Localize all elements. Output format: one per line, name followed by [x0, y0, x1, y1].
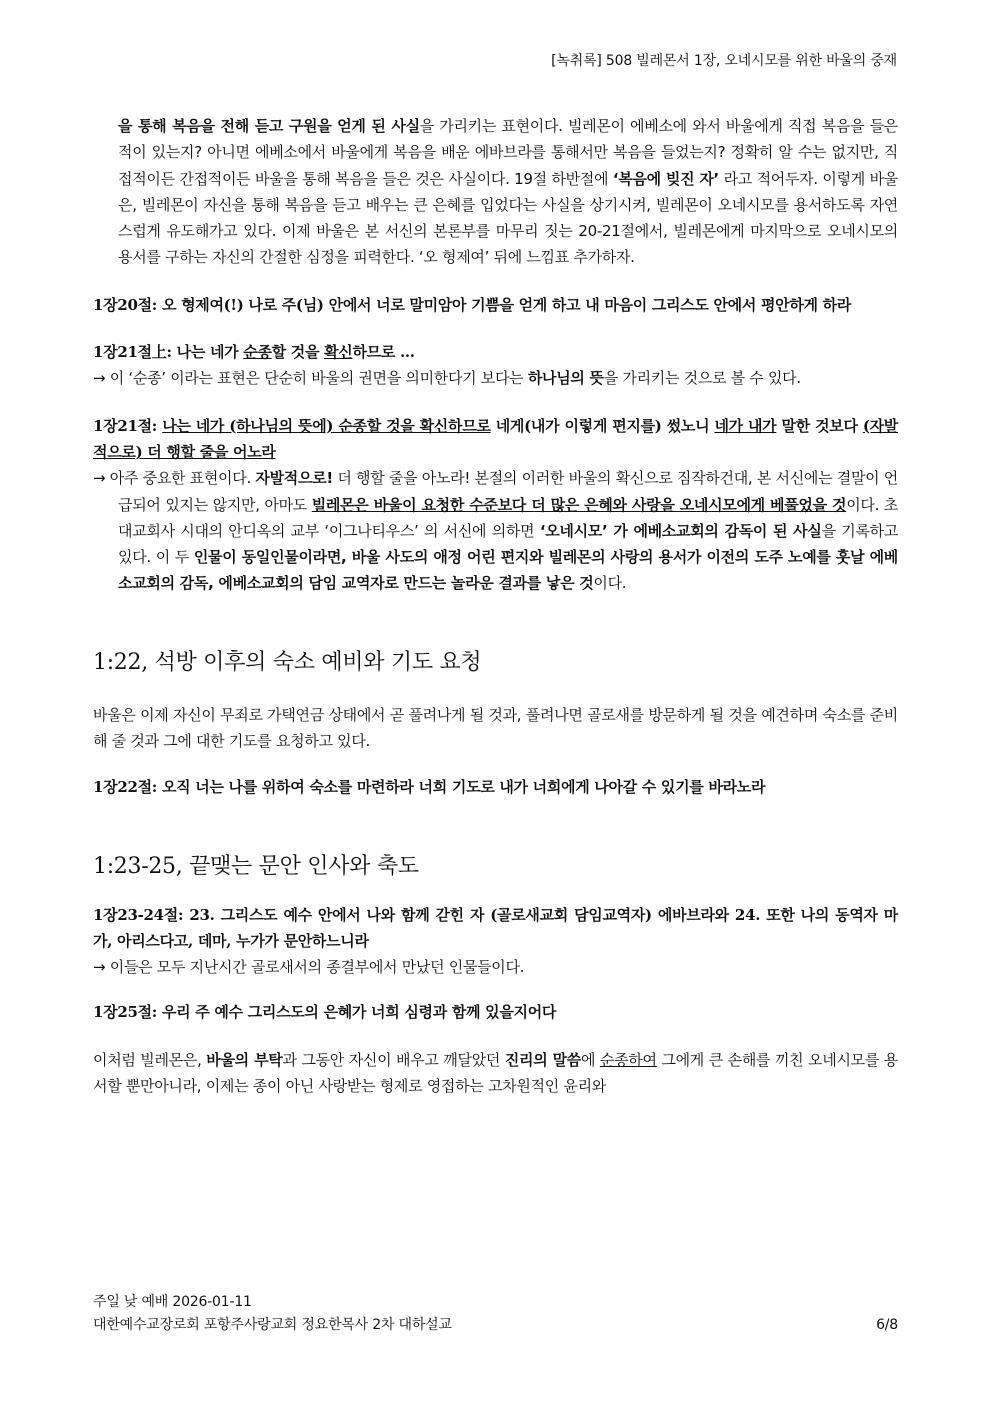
paragraph-1-22: 바울은 이제 자신이 무죄로 가택연금 상태에서 곧 풀려나게 될 것과, 풀려나면 골로새를 방문하게 될 것을 예견하며 숙소를 준비해 줄 것과 그에 대한 기도를 요청하고 있다.	[93, 705, 898, 751]
verse-1-21	[93, 413, 898, 466]
verse-1-20: 1장20절: 오 형제여(!) 나로 주(님) 안에서 너로 말미암아 기쁨을 얻게 하고 내 마음이 그리스도 안에서 평안하게 하라	[93, 295, 852, 314]
text-span: 1장21절:	[93, 416, 163, 435]
text-span: 말한 것보다	[776, 416, 863, 435]
verse-1-23-24: 1장23-24절: 23. 그리스도 예수 안에서 나와 함께 갇힌 자 (골로새교회 담임교역자) 에바브라와 24. 또한 나의 동역자 마가, 아리스다고, 데마, 누가가 문안하느니라	[93, 905, 898, 950]
text-span: 하므로 ...	[352, 343, 415, 362]
text-span: 아주 중요한 표현이다.	[109, 469, 256, 488]
note-1-23-24	[93, 954, 898, 980]
page-number: 6/8	[876, 1317, 898, 1333]
underlined-phrase: 순종	[243, 343, 272, 362]
verse-1-25: 1장25절: 우리 주 예수 그리스도의 은혜가 너희 심령과 함께 있을지어다	[93, 1002, 557, 1021]
page-footer	[93, 1291, 898, 1337]
verse-1-21a	[93, 339, 898, 365]
bold-phrase: 하나님의 뜻	[527, 369, 604, 388]
paragraph-intro	[93, 113, 898, 271]
arrow-icon: →	[93, 958, 106, 977]
bold-phrase: 진리의 말씀	[504, 1050, 581, 1069]
underlined-phrase: (자발적으로) 더 행할 줄을 어노라	[93, 416, 898, 461]
text-span: 이 ‘순종’ 이라는 표현은 단순히 바울의 권면을 의미한다기 보다는	[109, 369, 528, 388]
document-body	[93, 113, 898, 1099]
underlined-phrase: 빌레몬은 바울이 요청한 수준보다 더 많은 은혜와 사랑을 오네시모에게 베풀었을 것	[311, 495, 847, 514]
text-span: 라고 적어두자. 이렇게 바울은, 빌레몬이 자신을 통해 복음을 듣고 배우는 큰 은혜를 입었다는 사실을 상기시켜, 빌레몬이 오네시모를 용서하도록 자연스럽게 유도해가고 있다. 이제 바울은 본 서신의 본론부를 마무리 짓는 20-21절에서, 빌레몬에게 마지막으로 오네시모의 용서를 구하는 자신의 간절한 심정을 피력한다. ‘오 형제여’ 뒤에 느낌표 추가하자.	[118, 169, 898, 267]
text-span: 이다.	[593, 574, 627, 593]
bold-phrase: 자발적으로!	[255, 469, 333, 488]
bold-phrase: 바울의 부탁	[206, 1050, 283, 1069]
text-span: 을 가리키는 것으로 볼 수 있다.	[603, 369, 801, 388]
text-span: 이들은 모두 지난시간 골로새서의 종결부에서 만났던 인물들이다.	[109, 958, 525, 977]
text-span: 이처럼 빌레몬은,	[93, 1050, 207, 1069]
underlined-phrase: 확신	[324, 343, 353, 362]
text-span: 과 그동안 자신이 배우고 깨달았던	[282, 1050, 505, 1069]
text-span: 1장21절上: 나는 네가	[93, 343, 244, 362]
text-span: 을 가리키는 표현이다. 빌레몬이 에베소에 와서 바울에게 직접 복음을 들은 적이 있는지? 아니면 에베소에서 바울에게 복음을 배운 에바브라를 통해서만 복음을 들었는지? 정확히 알 수는 없지만, 직접적이든 간접적이든 바울을 통해 복음을 들은 것은 사실이다. 19절 하반절에	[118, 117, 898, 188]
text-span: 이다. 초대교회사 시대의 안디옥의 교부 ‘이그나티우스’ 의 서신에 의하면	[118, 495, 898, 540]
page-header: [녹취록] 508 빌레몬서 1장, 오네시모를 위한 바울의 중재	[551, 53, 897, 69]
underlined-phrase: 나는 네가 (하나님의 뜻에) 순종할 것을 확신하므로	[162, 416, 491, 435]
bold-phrase: 을 통해 복음을 전해 듣고 구원을 얻게 된 사실	[118, 117, 420, 135]
text-span: 그에게 큰 손해를 끼친 오네시모를 용서할 뿐만아니라, 이제는 종이 아닌 사랑받는 형제로 영접하는 고차원적인 윤리와	[93, 1050, 898, 1096]
bold-phrase: 인물이 동일인물이라면, 바울 사도의 애정 어린 편지와 빌레몬의 사랑의 용서가 이전의 도주 노예를 훗날 에베소교회의 감독, 에베소교회의 담임 교역자로 만드는 놀라운 결과를 낳은 것	[118, 548, 898, 593]
text-span: 네게(내가 이렇게 편지를) 썼노니	[490, 416, 715, 435]
text-span: 더 행할 줄을 아노라! 본절의 이러한 바울의 확신으로 짐작하건대, 본 서신에는 결말이 언급되어 있지는 않지만, 아마도	[118, 469, 898, 514]
paragraph-conclusion	[93, 1047, 898, 1100]
footer-church: 대한예수교장로회 포항주사랑교회 정요한목사 2차 대하설교	[93, 1317, 452, 1333]
arrow-icon: →	[93, 369, 106, 388]
section-heading-1-22: 1:22, 석방 이후의 숙소 예비와 기도 요청	[93, 649, 482, 675]
underlined-phrase: 네가 내가	[714, 416, 777, 435]
underlined-phrase: 순종하여	[599, 1050, 657, 1069]
arrow-icon: →	[93, 469, 106, 488]
bold-phrase: ‘오네시모’ 가 에베소교회의 감독이 된 사실	[539, 521, 822, 540]
section-heading-1-23-25: 1:23-25, 끝맺는 문안 인사와 축도	[93, 853, 419, 879]
note-1-21	[93, 465, 898, 596]
text-span: 에	[580, 1050, 600, 1069]
text-span: 할 것을	[271, 343, 325, 362]
note-1-21a	[93, 365, 898, 391]
text-span: 을 기록하고 있다. 이 두	[118, 521, 899, 567]
bold-phrase: ‘복음에 빚진 자’	[612, 169, 719, 188]
verse-1-22: 1장22절: 오직 너는 나를 위하여 숙소를 마련하라 너희 기도로 내가 너희에게 나아갈 수 있기를 바라노라	[93, 778, 766, 797]
footer-service-date: 주일 낮 예배 2026-01-11	[93, 1294, 252, 1310]
